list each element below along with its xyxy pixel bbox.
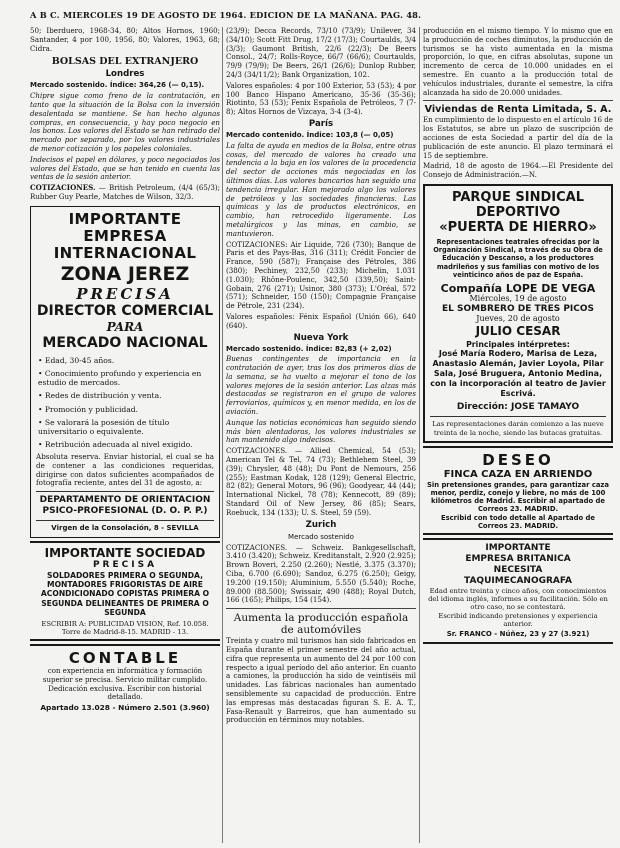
ad-address: Apartado 13.028 - Número 2.501 (3.960)	[40, 702, 210, 712]
ad-address: Virgen de la Consolación, 8 - SEVILLA	[51, 523, 199, 532]
ad-requirement: • Se valorará la posesión de título universitario o equivalente.	[38, 418, 214, 436]
city-heading: Zurich	[305, 519, 337, 530]
city-heading: París	[308, 118, 334, 129]
ad-address: Sr. FRANCO - Núñez, 23 y 27 (3.921)	[446, 630, 590, 638]
ad-title: FINCA CAZA EN ARRIENDO	[443, 468, 593, 480]
column-1	[30, 27, 220, 845]
column-rule	[419, 27, 420, 843]
ad-empresa-britanica	[423, 538, 613, 644]
column-3	[423, 27, 613, 845]
ad-cast: José María Rodero, Marisa de Leza, Anastasio Alemán, Javier Loyola, Pilar Sala, José Bruguera, Antonio Medina, con la incorporación al teatro de Javier Escrivá.	[430, 349, 606, 399]
ad-title: IMPORTANTE	[485, 542, 551, 553]
ad-title: TAQUIMECANOGRAFA	[464, 575, 572, 586]
notice-signature: Madrid, 18 de agosto de 1964.—El Presidente del Consejo de Administración.—N.	[423, 161, 613, 180]
article-text: producción en el mismo tiempo. Y lo mismo que en la producción de coches diminutos, la producción de turismos se ha visto aumentada en la misma proporción, lo que, en cifras absolutas, supone un incremento de cerca de 10.000 unidades en el semestre. En cuanto a la producción total de vehículos industriales, durante el semestre, la cifra alcanzada ha sido de 20.000 unidades.	[423, 27, 613, 97]
ad-text: SOLDADORES PRIMERA O SEGUNDA, MONTADORES FRIGORISTAS DE AIRE ACONDICIONADO COPISTAS PRIMERA O SEGUNDA DELINEANTES DE PRIMERA O SEGUNDA	[40, 570, 210, 618]
ad-market: MERCADO NACIONAL	[42, 334, 208, 351]
ad-title: DEPORTIVO	[475, 204, 561, 220]
market-report: Aunque las noticias económicas han seguido siendo más bien alentadoras, los valores industriales se han mantenido algo indecisos.	[226, 417, 416, 445]
ad-text: Escribid indicando pretensiones y experiencia anterior.	[438, 611, 598, 628]
quotes-text: COTIZACIONES. — Schweiz. Bankgesellschaft, 3.410 (3.420); Schweiz. Kreditanstalt, 2.920 (2.925); Brown Boveri, 2.250 (2.260); Nestlé, 3.375 (3.370); Ciba, 6.700 (6.690); Sandoz, 6.275 (6.250); Geigy, 19.200 (19.150); Aluminium, 5.550 (5.540); Roche, 89.000 (88.500); Swissair, 490 (488); Royal Dutch, 166 (165); Philips, 154 (154).	[226, 542, 416, 605]
ad-para: PARA	[106, 319, 144, 334]
ad-date: Miércoles, 19 de agosto	[469, 293, 567, 303]
market-report: Indecisos el papel en dólares, y poco negociados los valores del Estado, que se han tenido en cuenta las ventas de la sesión anterior.	[30, 154, 220, 182]
ad-title: CONTABLE	[68, 649, 182, 668]
ad-reply: ESCRIBIR A: PUBLICIDAD VISION, Ref. 10.058. Torre de Madrid-8-15. MADRID - 13.	[41, 619, 209, 636]
notice-title: Viviendas de Renta Limitada, S. A.	[424, 104, 612, 116]
spanish-values: Valores españoles: 4 por 100 Exterior, 53 (53); 4 por 100 Banco Hispano Americano, 35-36 (35-36); Riotinto, 53 (53); Fenix Española de Petróleos, 7 (7-8); Altos Hornos de Vizcaya, 3-4 (3-4).	[226, 80, 416, 117]
ad-title: PARQUE SINDICAL	[451, 189, 584, 205]
quotes	[30, 184, 220, 202]
ad-title: EMPRESA BRITANICA	[465, 553, 571, 564]
ad-cast-label: Principales intérpretes:	[466, 339, 570, 349]
ad-finca-caza	[423, 446, 613, 535]
market-report: La falta de ayuda en medios de la Bolsa, entre otras cosas, del mercado de valores ha creado una tendencia a la baja en los valores de la procedencia del sector de acciones más negociadas en los últimos días. Los valores bancarios han seguido una tendencia irregular. Han mejorado algo los valores de petróleos y las sociedades financieras. Las químicas y las de productos electrónicos, en cambio, han retrocedido ligeramente. Los metalúrgicos y las minas, en cambio, se mantuvieron.	[226, 140, 416, 238]
ad-play: JULIO CESAR	[475, 323, 561, 338]
market-index: Mercado sostenido. Índice: 364,26 (— 0,15).	[30, 81, 205, 90]
ad-requirement: • Edad, 30-45 años.	[38, 356, 214, 365]
ad-note: Escribid con todo detalle al Apartado de Correos 23. MADRID.	[440, 513, 596, 530]
ad-note: Absoluta reserva. Enviar historial, el cual se ha de contener a las condiciones requeridas, dirigirse con datos suficientes acompañados de fotografía reciente, antes del 31 de agosto, a:	[36, 452, 214, 488]
quotes-text: COTIZACIONES: Air Liquide, 726 (730); Banque de Paris et des Pays-Bas, 316 (311); Crédit Foncier de France, 590 (587); Française des Pétroles, 386 (380); Pechiney, 232,50 (233); Michelin, 1.031 (1.030); Rhône-Poulenc, 342,50 (339,50); Saint-Gobain, 276 (271); Usinor, 380 (373); L'Oréal, 572 (571); Schneider, 150 (150); Compagnie Française de Pétrole, 231 (234).	[226, 239, 416, 311]
ad-date: Jueves, 20 de agosto	[476, 313, 560, 323]
ad-title: «PUERTA DE HIERRO»	[439, 219, 597, 235]
article-text: 50; Iberduero, 1968-34, 80; Altos Hornos, 1960; Santander, 4 por 100, 1956, 80; Valores, 1963, 68; Cidra.	[30, 27, 220, 53]
ad-title: IMPORTANTE	[68, 209, 182, 228]
ad-precisa: PRECISA	[76, 284, 174, 303]
ad-parque-sindical	[423, 184, 613, 443]
ad-text: Edad entre treinta y cinco años, con conocimientos del idioma inglés, informes a su facilitación. Sólo en otro caso, no se contestará.	[428, 586, 608, 612]
quotes-text: — British Petroleum, (4/4 (65/3); Rubber Guy Pearle, Matches de Wilson, 32/3.	[30, 183, 220, 201]
ad-requirement: • Promoción y publicidad.	[38, 405, 214, 414]
article-text: Treinta y cuatro mil turismos han sido fabricados en España durante el primer semestre del año actual, cifra que representa un aumento del 24 por 100 con respecto a igual período del año anterior. En cuanto a camiones, la producción ha sido de veintiséis mil unidades. Las fábricas nacionales han aumentado sensiblemente su capacidad de producción. Entre las empresas más destacadas figuran S. E. A. T., Fasa-Renault y Barreiros, que han aumentado su producción en términos muy notables.	[226, 636, 416, 725]
quotes-text: COTIZACIONES. — Allied Chemical, 54 (53); American Tel & Tel, 74 (73); Bethlehem Steel, 39 (39); Chrysler, 48 (48); Du Pont de Nemours, 256 (255); Eastman Kodak, 128 (129); General Electric, 82 (82); General Motors, 96 (96); Goodyear, 44 (44); International Nickel, 78 (78); Kennecott, 89 (89); Standard Oil of New Jersey, 86 (85); Sears, Roebuck, 134 (133); U. S. Steel, 59 (59).	[226, 446, 416, 517]
ad-title: NECESITA	[493, 564, 543, 575]
ad-dept: DEPARTAMENTO DE ORIENTACION	[39, 494, 211, 505]
market-report: Chipre sigue como freno de la contratación, en tanto que la situación de la Bolsa con la inversión desalentada se mantiene. Se han hecho algunas compras, en consecuencia, y hay poco negocio en los bonos. Los valores del Estado se han retirado del mercado por separado, por los valores industriales de menor cotización y los papeles coloniales.	[30, 91, 220, 153]
market-index: Mercado sostenido. Índice: 82,83 (+ 2,02)	[226, 344, 392, 353]
ad-play: EL SOMBRERO DE TRES PICOS	[441, 303, 595, 314]
ad-precisa: PRECISA	[92, 559, 158, 570]
ad-role: DIRECTOR COMERCIAL	[36, 302, 214, 319]
page-header: A B C. MIERCOLES 19 DE AGOSTO DE 1964. EDICION DE LA MAÑANA. PAG. 48.	[30, 10, 422, 20]
ad-director-comercial	[30, 206, 220, 538]
market-index: Mercado sostenido	[288, 532, 354, 541]
ad-importante-sociedad	[30, 541, 220, 642]
market-index: Mercado contenido. Índice: 103,8 (— 0,05)	[226, 130, 394, 139]
article-headline: Aumenta la producción española de automóviles	[233, 612, 409, 637]
quotes-label: COTIZACIONES.	[30, 183, 96, 193]
quotes-text: (23/9); Decca Records, 73/10 (73/9); Unilever, 34 (34/10); Scott Fitt Drug, 17/2 (17/3); Courtaulds, 3/4 (3/3); Gaumont British, 22/6 (22/3); De Beers Consol., 24/7; Rolls-Royce, 66/7 (66/6); Courtaulds, 79/9 (79/9); De Beers, 26/1 (26/6); Dunlop Rubber, 24/3 (34/11/2); Bank Organization, 102.	[226, 27, 416, 79]
ad-contable	[30, 644, 220, 715]
ad-requirement: • Conocimiento profundo y experiencia en estudio de mercados.	[38, 369, 214, 387]
city-heading: Nueva York	[293, 332, 349, 343]
column-2	[226, 27, 416, 845]
ad-requirements	[36, 356, 214, 450]
column-rule	[222, 27, 223, 843]
ad-title: IMPORTANTE SOCIEDAD	[44, 545, 206, 560]
city-heading: Londres	[105, 69, 145, 80]
spanish-values: Valores españoles: Fénix Español (Unión 66), 640 (640).	[226, 311, 416, 330]
ad-company: Compañía LOPE DE VEGA	[440, 281, 596, 295]
ad-dept: PSICO-PROFESIONAL (D. O. P. P.)	[42, 505, 208, 516]
ad-director: Dirección: JOSE TAMAYO	[456, 402, 580, 413]
notice-text: En cumplimiento de lo dispuesto en el artículo 16 de los Estatutos, se abre un plazo de suscripción de acciones de esta Sociedad a partir del día de la publicación de este anuncio. El plazo terminará el 15 de septiembre.	[423, 115, 613, 160]
ad-requirement: • Retribución adecuada al nivel exigido.	[38, 440, 214, 449]
ad-title: DESEO	[482, 450, 554, 469]
ad-text: Sin pretensiones grandes, para garantizar caza menor, perdiz, conejo y liebre, no más de 100 kilómetros de Madrid. Escribir al apartado de Correos 23. MADRID.	[427, 480, 609, 514]
ad-requirement: • Redes de distribución y venta.	[38, 391, 214, 400]
ad-text: con experiencia en informática y formación superior se precisa. Servicio militar cumplido. Dedicación exclusiva. Escribir con historial detallado.	[42, 667, 208, 702]
ad-title: EMPRESA INTERNACIONAL	[53, 226, 197, 262]
ad-text: Representaciones teatrales ofrecidas por la Organización Sindical, a través de su Obra de Educación y Descanso, a los productores madrileños y sus familias con motivo de los veinticinco años de paz de España.	[433, 237, 603, 279]
ad-note: Las representaciones darán comienzo a las nueve treinta de la noche, siendo las butacas gratuitas.	[432, 420, 604, 437]
market-report: Buenas contingentes de importancia en la contratación de ayer, tras los dos primeros días de la semana, se ha vuelto a mejorar el tono de los valores mejores de la sesión anterior. Las alzas más destacadas se registraron en el grupo de valores ferroviarios, químicos y, en menor medida, en los de aviación.	[226, 354, 416, 417]
ad-zone: ZONA JEREZ	[60, 262, 190, 285]
section-title: BOLSAS DEL EXTRANJERO	[51, 56, 199, 68]
